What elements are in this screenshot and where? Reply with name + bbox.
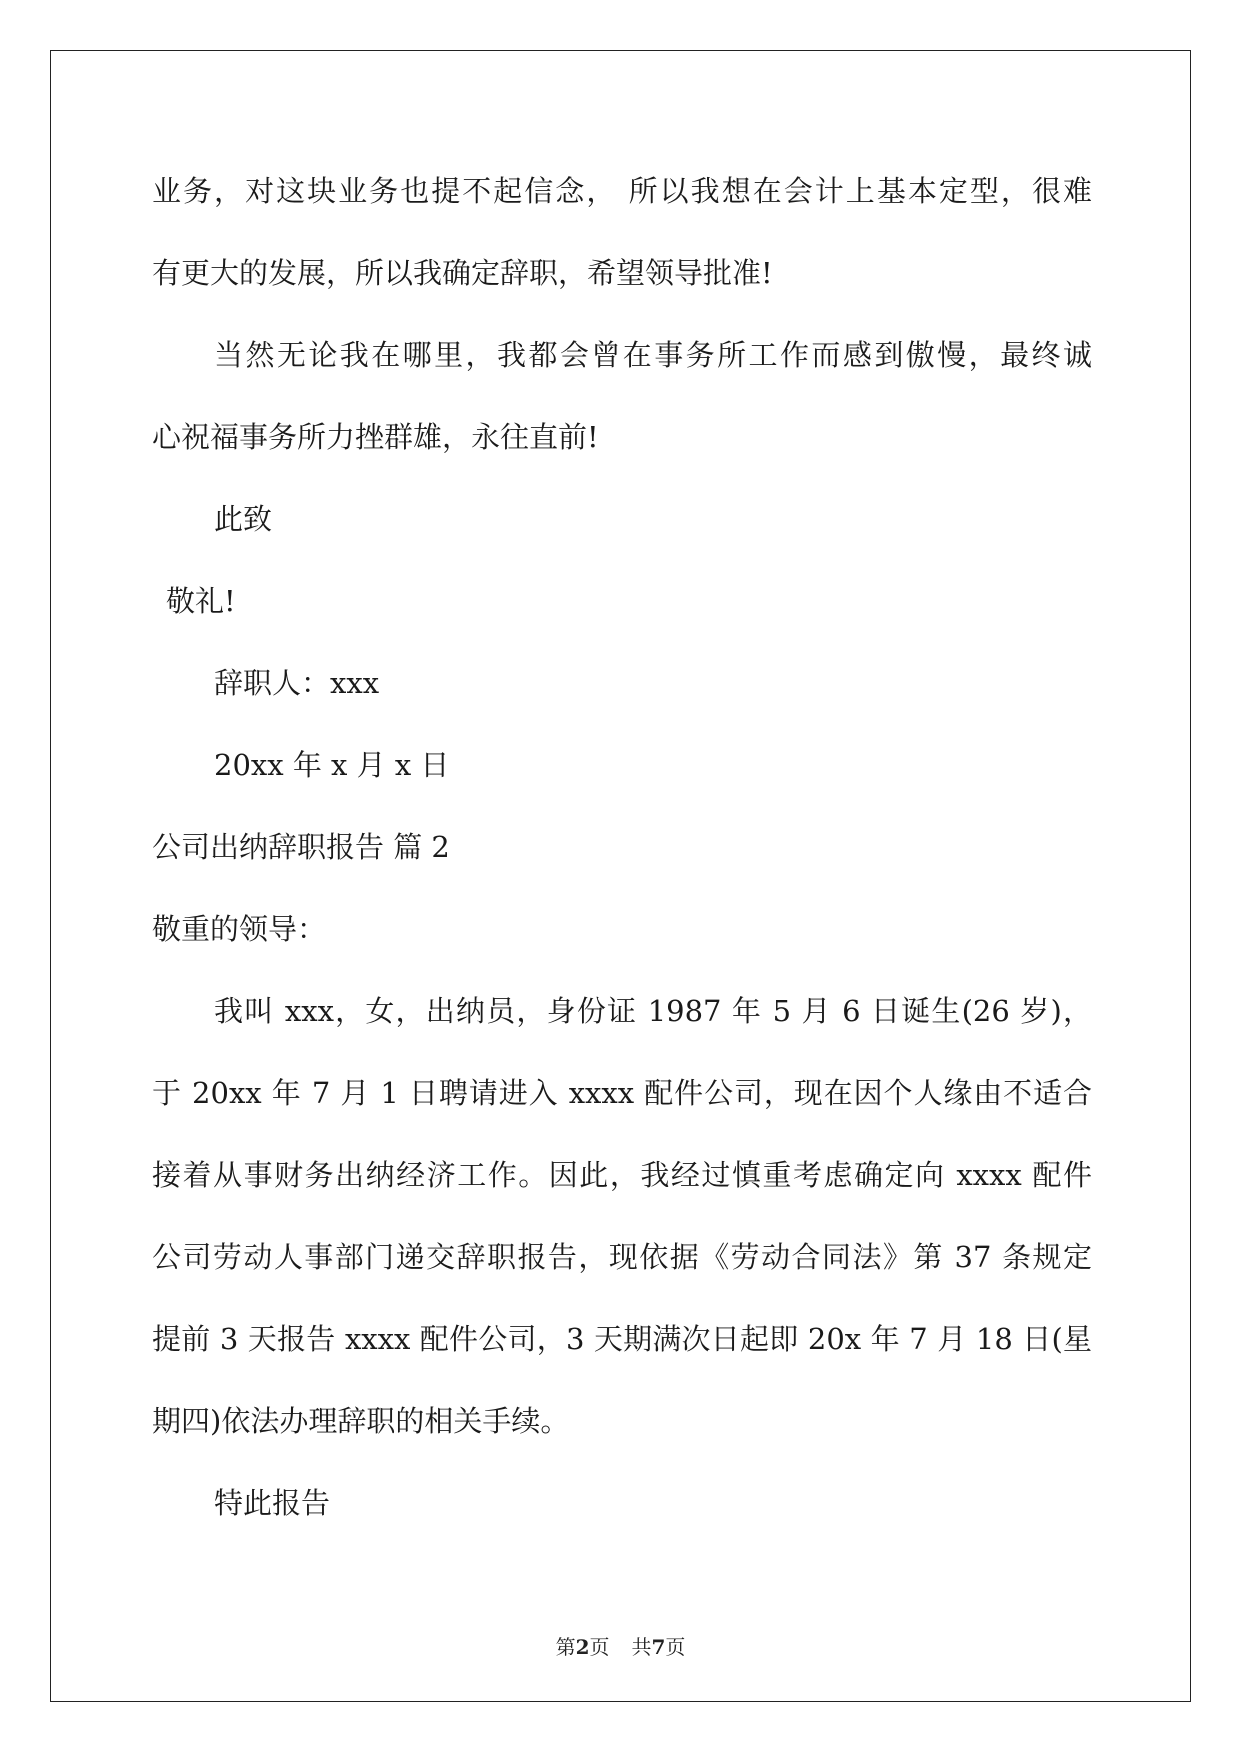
paragraph-line: 当然无论我在哪里，我都会曾在事务所工作而感到傲慢，最终诚	[214, 338, 1092, 372]
closing-salutation: 此致	[214, 502, 273, 536]
paragraph-line: 公司劳动人事部门递交辞职报告，现依据《劳动合同法》第 37 条规定	[152, 1240, 1092, 1274]
paragraph-line: 心祝福事务所力挫群雄，永往直前!	[152, 420, 599, 454]
closing-regards: 敬礼!	[166, 584, 236, 618]
paragraph-line: 有更大的发展，所以我确定辞职，希望领导批准!	[152, 256, 773, 290]
paragraph-line: 期四)依法办理辞职的相关手续。	[152, 1404, 570, 1438]
document-body	[152, 164, 1092, 1558]
greeting: 敬重的领导：	[152, 912, 327, 946]
page-label-prefix: 第	[555, 1635, 576, 1659]
paragraph-line: 接着从事财务出纳经济工作。因此，我经过慎重考虑确定向 xxxx 配件	[152, 1158, 1092, 1192]
signature-line: 辞职人：xxx	[214, 666, 380, 700]
page-total: 7	[651, 1635, 666, 1659]
total-label-suffix: 页	[665, 1635, 686, 1659]
section-title: 公司出纳辞职报告 篇 2	[152, 830, 450, 864]
paragraph-line: 提前 3 天报告 xxxx 配件公司，3 天期满次日起即 20x 年 7 月 18 日(星	[152, 1322, 1092, 1356]
paragraph-line: 业务，对这块业务也提不起信念， 所以我想在会计上基本定型，很难	[152, 174, 1092, 208]
paragraph-line: 我叫 xxx，女，出纳员，身份证 1987 年 5 月 6 日诞生(26 岁)，	[214, 994, 1092, 1028]
page-label-suffix: 页	[589, 1635, 610, 1659]
closing-statement: 特此报告	[214, 1486, 331, 1520]
paragraph-line: 于 20xx 年 7 月 1 日聘请进入 xxxx 配件公司，现在因个人缘由不适合	[152, 1076, 1092, 1110]
date-line: 20xx 年 x 月 x 日	[214, 748, 450, 782]
page-footer	[0, 1631, 1241, 1660]
total-label-prefix: 共	[631, 1635, 652, 1659]
page-current: 2	[575, 1635, 590, 1659]
